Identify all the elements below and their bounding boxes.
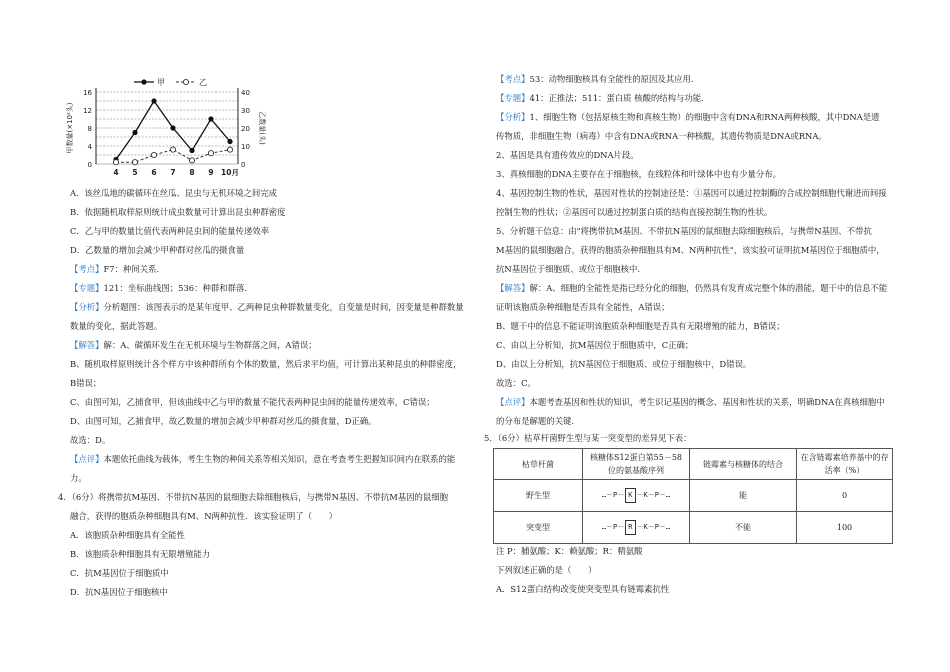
left-tick-label: 4: [87, 143, 92, 151]
jieda-line: C、由图可知，乙捕食甲，但该曲线中乙与甲的数量不能代表两种昆虫间的能量传递效率，C错误；: [70, 397, 435, 407]
series-yi-point: [189, 158, 194, 163]
fenxi-line: 4、基因控制生物的性状，基因对性状的控制途径是：①基因可以通过控制酶的合成控制细胞代谢进而间接: [496, 188, 887, 198]
left-axis-title: 甲数量(×10²头): [66, 102, 74, 154]
right-tick-label: 0: [241, 161, 246, 169]
jieda-line: 证明该胞质杂种细胞是否具有全能性，A错误；: [496, 302, 670, 312]
series-jia-point: [151, 98, 156, 103]
fenxi-line: M基因的鼠细胞融合，获得的胞质杂种细胞具有M、N两种抗性"，该实验可证明抗M基因位于细胞质中，: [496, 245, 885, 255]
seq-left: …－P－: [601, 491, 625, 499]
fenxi-label: 【分析】: [70, 302, 104, 312]
fenxi-label: 【分析】: [496, 112, 530, 122]
q3-option-d: D．乙数量的增加会减少甲种群对丝瓜的摄食量: [70, 245, 245, 255]
r-zhuanti-row: [496, 93, 704, 104]
right-axis-title: 乙数量(头): [258, 111, 266, 145]
table-cell: 100: [797, 512, 893, 544]
r-dianping-row: [496, 397, 885, 408]
left-tick-label: 0: [87, 161, 92, 169]
fenxi-line: 3、真核细胞的DNA主要存在于细胞核，在线粒体和叶绿体中也有少量分布。: [496, 169, 782, 179]
fenxi-line: 传物质，非细胞生物（病毒）中含有DNA或RNA一种核酸，其遗传物质是DNA或RNA。: [496, 131, 827, 141]
series-jia-point: [170, 125, 175, 130]
x-tick-label: 4: [113, 168, 119, 177]
kaodian-label: 【考点】: [70, 264, 104, 274]
jieda-row: [70, 340, 317, 351]
q4-stem: 融合，获得的胞质杂种细胞具有M、N两种抗性．该实验证明了（ ）: [70, 511, 338, 521]
seq-left: …－P－: [601, 523, 625, 531]
right-tick-label: 10: [241, 143, 250, 151]
x-tick-label: 7: [170, 168, 176, 177]
fenxi-line: 5、分析题干信息：由"将携带抗M基因、不带抗N基因的鼠细胞去除细胞核后，与携带N基因、不带抗: [496, 226, 872, 236]
q5-question: 下列叙述正确的是（ ）: [496, 565, 597, 575]
x-tick-label: 6: [151, 168, 157, 177]
fenxi-line: 2、基因是具有遗传效应的DNA片段。: [496, 150, 639, 160]
table-row: [494, 512, 893, 544]
q4-stem: 4．（6分）将携带抗M基因、不带抗N基因的鼠细胞去除细胞核后，与携带N基因、不带抗M基因的鼠细胞: [58, 492, 449, 502]
dianping-row: [70, 454, 455, 465]
table-cell: 不能: [690, 512, 797, 544]
q3-option-c: C．乙与甲的数量比值代表两种昆虫间的能量传递效率: [70, 226, 270, 236]
right-tick-label: 30: [241, 107, 250, 115]
right-tick-label: 40: [241, 89, 250, 97]
left-tick-label: 12: [83, 107, 92, 115]
table-header: 枯草杆菌: [494, 449, 583, 480]
sequence-cell: [583, 512, 690, 544]
zhuanti-label: 【专题】: [70, 283, 104, 293]
zhuanti-text: 121：坐标曲线图；536：种群和群落.: [103, 283, 248, 293]
table-cell: 野生型: [494, 480, 583, 512]
x-tick-label: 8: [189, 168, 195, 177]
r-fenxi-row: [496, 112, 879, 123]
jieda-line: B、随机取样原则统计各个样方中该种群所有个体的数量，然后求平均值，可计算出某种昆虫的种群密度，: [70, 359, 462, 369]
table-header: 在含链霉素培养基中的存活率（%）: [797, 449, 893, 480]
left-tick-label: 8: [87, 125, 92, 133]
zhuanti-text: 41：正推法；511：蛋白质 核酸的结构与功能.: [529, 93, 704, 103]
dianping-label: 【点评】: [496, 397, 530, 407]
q3-option-b: B．依据随机取样原则统计成虫数量可计算出昆虫种群密度: [70, 207, 286, 217]
series-yi-point: [170, 147, 175, 152]
kaodian-text: 53：动物细胞核具有全能性的原因及其应用.: [529, 74, 694, 84]
q4-option-d: D．抗N基因位于细胞核中: [70, 587, 168, 597]
x-tick-label: 9: [208, 168, 214, 177]
jieda-line: 解：A、细胞的全能性是指已经分化的细胞，仍然具有发育成完整个体的潜能，题干中的信息不能: [529, 283, 888, 293]
q3-option-a: A．该丝瓜地的碳循环在丝瓜、昆虫与无机环境之间完成: [70, 188, 278, 198]
q5-option-a: A．S12蛋白结构改变使突变型具有链霉素抗性: [496, 584, 670, 594]
table-row: [494, 480, 893, 512]
seq-box: R: [625, 520, 635, 535]
q5-table: [493, 448, 893, 544]
table-cell: 0: [797, 480, 893, 512]
jieda-label: 【解答】: [496, 283, 530, 293]
table-header: 核糖体S12蛋白第55－58位的氨基酸序列: [583, 449, 690, 480]
jieda-line: B错误；: [70, 378, 102, 388]
series-yi-point: [227, 147, 232, 152]
fenxi-line: 分析题图：该图表示的是某年度甲、乙两种昆虫种群数量变化，自变量是时间，因变量是种群数量: [103, 302, 464, 312]
legend-yi-marker: [183, 79, 188, 84]
seq-right: －K－P－…: [636, 523, 671, 531]
kaodian-row: [70, 264, 159, 275]
zhuanti-label: 【专题】: [496, 93, 530, 103]
dianping-label: 【点评】: [70, 454, 104, 464]
fenxi-row: [70, 302, 464, 313]
series-yi-point: [208, 151, 213, 156]
jieda-line: D、由以上分析知，抗N基因位于细胞质、或位于细胞核中，D错误。: [496, 359, 752, 369]
series-yi-point: [132, 160, 137, 165]
jieda-line: 解：A、碳循环发生在无机环境与生物群落之间，A错误；: [103, 340, 317, 350]
q4-option-c: C．抗M基因位于细胞质中: [70, 568, 169, 578]
dianping-line: 的分布是解题的关键.: [496, 416, 575, 426]
q4-option-b: B．该胞质杂种细胞具有无限增殖能力: [70, 549, 211, 559]
sequence-cell: [583, 480, 690, 512]
kaodian-text: F7：种间关系.: [103, 264, 160, 274]
series-jia-point: [227, 139, 232, 144]
jieda-line: D、由图可知，乙捕食甲，故乙数量的增加会减少甲种群对丝瓜的摄食量，D正确。: [70, 416, 377, 426]
series-jia-point: [189, 148, 194, 153]
table-header: 链霉素与核糖体的结合: [690, 449, 797, 480]
seq-box: K: [625, 488, 635, 503]
fenxi-line: 控制生物的性状；②基因可以通过控制蛋白质的结构直接控制生物的性状。: [496, 207, 773, 217]
fenxi-line: 抗N基因位于细胞质、或位于细胞核中.: [496, 264, 640, 274]
jieda-line: 故选：C。: [496, 378, 536, 388]
fenxi-line: 1、细胞生物（包括原核生物和真核生物）的细胞中含有DNA和RNA两种核酸，其中DNA是遗: [529, 112, 880, 122]
left-tick-label: 16: [83, 89, 92, 97]
fenxi-line: 数量的变化，据此答题。: [70, 321, 163, 331]
zhuanti-row: [70, 283, 247, 294]
dianping-line: 力。: [70, 473, 87, 483]
legend-yi-label: 乙: [199, 78, 207, 87]
population-chart: [62, 74, 272, 186]
table-header-row: [494, 449, 893, 480]
legend-jia-marker: [141, 79, 146, 84]
q4-option-a: A．该胞质杂种细胞具有全能性: [70, 530, 185, 540]
q5-title: 5．（6分）枯草杆菌野生型与某一突变型的差异见下表：: [484, 433, 692, 443]
series-jia-point: [132, 130, 137, 135]
jieda-line: C、由以上分析知，抗M基因位于细胞质中，C正确；: [496, 340, 694, 350]
seq-right: －K－P－…: [636, 491, 671, 499]
x-tick-label: 10月: [221, 168, 239, 177]
table-cell: 能: [690, 480, 797, 512]
series-yi-point: [151, 152, 156, 157]
table-cell: 突变型: [494, 512, 583, 544]
series-jia-point: [208, 116, 213, 121]
jieda-label: 【解答】: [70, 340, 104, 350]
right-tick-label: 20: [241, 125, 250, 133]
r-jieda-row: [496, 283, 887, 294]
table-note: 注 P：脯氨酸；K：赖氨酸；R：精氨酸: [496, 546, 643, 556]
legend-jia-label: 甲: [157, 78, 165, 87]
dianping-line: 本题考查基因和性状的知识，考生识记基因的概念、基因和性状的关系，明确DNA在真核细胞中: [529, 397, 885, 407]
jieda-line: 故选：D。: [70, 435, 111, 445]
r-kaodian-row: [496, 74, 694, 85]
x-tick-label: 5: [132, 168, 138, 177]
series-yi-point: [113, 160, 118, 165]
dianping-line: 本题依托曲线为载体，考生生物的种间关系等相关知识，意在考查考生把握知识间内在联系的能: [103, 454, 456, 464]
kaodian-label: 【考点】: [496, 74, 530, 84]
jieda-line: B、题干中的信息不能证明该胞质杂种细胞是否具有无限增殖的能力，B错误；: [496, 321, 785, 331]
